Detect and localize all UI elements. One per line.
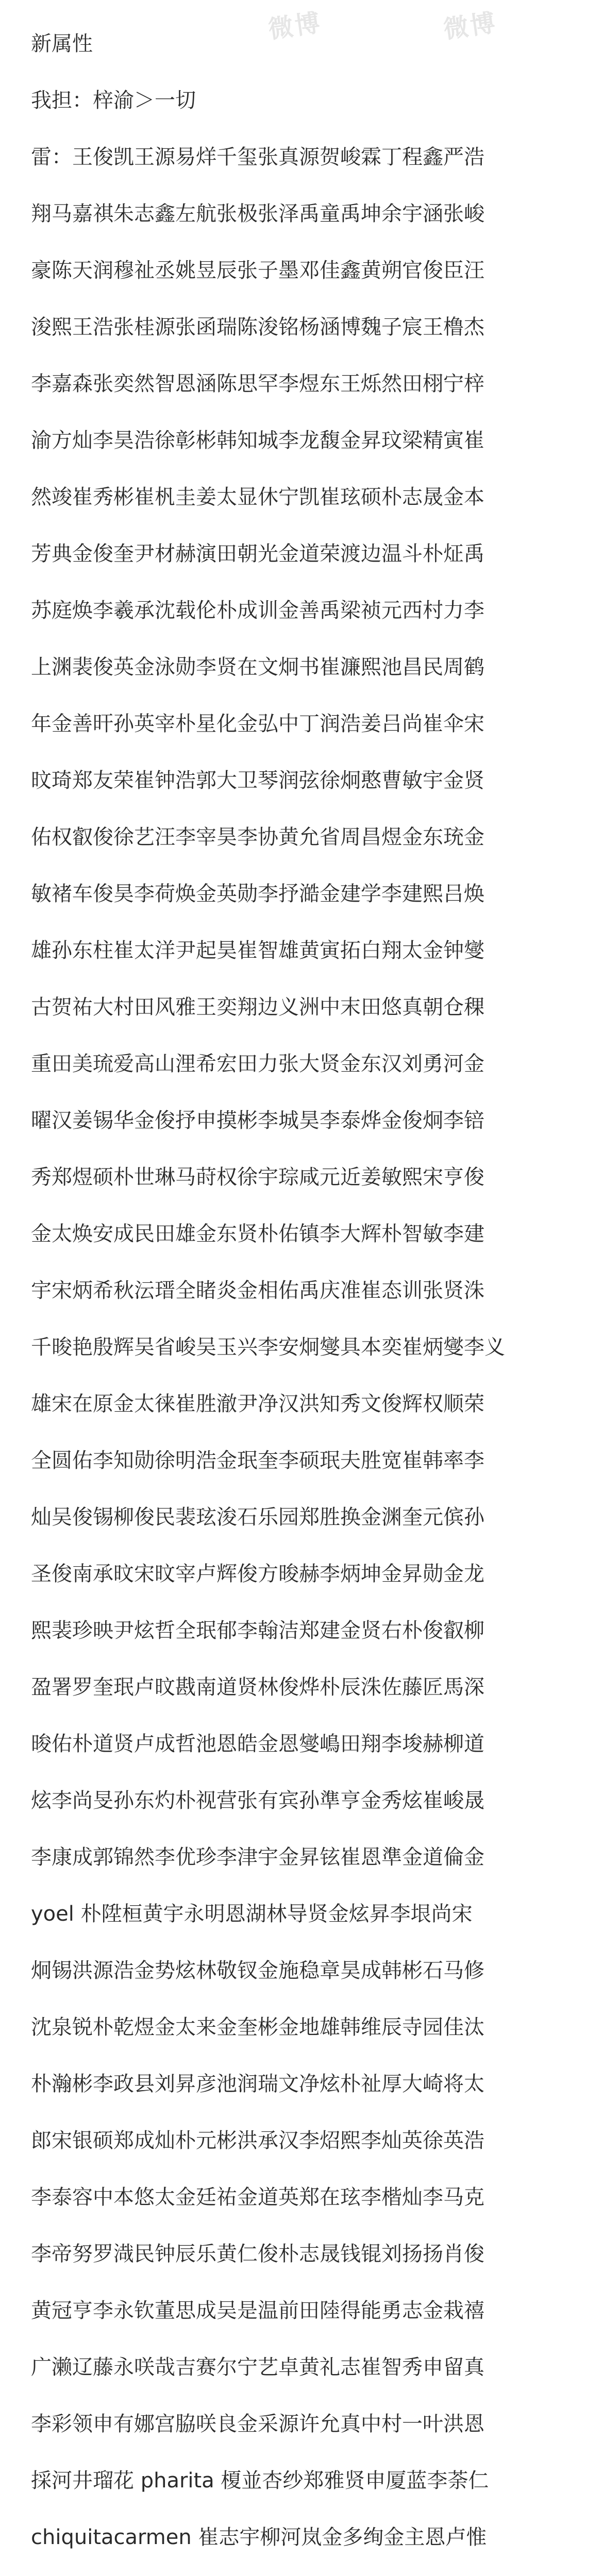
mine-list [31, 129, 572, 2576]
mine-list-line: 熙裴珍映尹炫哲全珉郁李翰洁郑建金贤右朴俊叡柳 [31, 1619, 484, 1642]
mine-list-line: 古贺祐大村田风雅王奕翔边义洲中末田悠真朝仓稞 [31, 995, 484, 1019]
mine-list-line: 朴瀚彬李政县刘昇彦池润瑞文净炫朴祉厚大崎将太 [31, 2072, 484, 2096]
mine-list-line: 浚熙王浩张桂源张函瑞陈浚铭杨涵博魏子宸王橹杰 [31, 315, 484, 339]
mine-list-line: 雷：王俊凯王源易烊千玺张真源贺峻霖丁程鑫严浩 [31, 145, 484, 169]
mine-list-line: 雄孙东柱崔太洋尹起昊崔智雄黄寅拓白翔太金钟燮 [31, 939, 484, 962]
mine-list-line: 李嘉森张奕然智恩涵陈思罕李煜东王烁然田栩宁梓 [31, 372, 484, 396]
mine-list-line: 採河井瑠花 pharita 榎並杏纱郑雅贤申厦蓝李荼仁 [31, 2469, 489, 2493]
my-bias-line: 我担：梓渝＞一切 [31, 89, 196, 112]
watermark-logo: 微博 [442, 8, 499, 44]
mine-list-line: 翔马嘉祺朱志鑫左航张极张泽禹童禹坤余宇涵张峻 [31, 202, 484, 226]
mine-list-line: 盈署罗奎珉卢旼戡南道贤林俊烨朴辰洙佐藤匠馬深 [31, 1675, 484, 1699]
mine-list-line: yoel 朴陞桓黄宇永明恩湖林导贤金炫昇李垠尚宋 [31, 1902, 473, 1926]
mine-list-line: 曜汉姜锡华金俊抒申摸彬李城昊李泰烨金俊炯李锫 [31, 1109, 484, 1132]
mine-list-line: 重田美琉爱高山浬希宏田力张大贤金东汉刘勇河金 [31, 1052, 484, 1076]
mine-list-line [31, 2566, 572, 2576]
mine-list-line: 金太焕安成民田雄金东贤朴佑镇李大辉朴智敏李建 [31, 1222, 484, 1246]
mine-list-line: 全圆佑李知勋徐明浩金珉奎李硕珉夫胜宽崔韩率李 [31, 1449, 484, 1472]
mine-list-line: chiquitacarmen 崔志宇柳河岚金多绚金主恩卢惟 [31, 2526, 487, 2549]
post-content [31, 15, 572, 2576]
mine-list-line: 李帝努罗渽民钟辰乐黄仁俊朴志晟钱锟刘扬扬肖俊 [31, 2242, 484, 2266]
mine-list-line: 灿吴俊锡柳俊民裴玹浚石乐园郑胜换金渊奎元傧孙 [31, 1505, 484, 1529]
watermark-logo: 微博 [266, 8, 324, 44]
mine-list-line: 李彩领申有娜宫脇咲良金采源许允真中村一叶洪恩 [31, 2412, 484, 2436]
mine-list-line: 李泰容中本悠太金廷祐金道英郑在玹李楷灿李马克 [31, 2185, 484, 2209]
mine-list-line: 豪陈天润穆祉丞姚昱辰张子墨邓佳鑫黄朔官俊臣汪 [31, 259, 484, 282]
mine-list-line: 炫李尚旻孙东灼朴视营张有宾孙準亨金秀炫崔峻晟 [31, 1789, 484, 1812]
mine-list-line: 秀郑煜硕朴世琳马莳权徐宇琮咸元近姜敏熙宋亨俊 [31, 1165, 484, 1189]
mine-list-line: 广濑辽藤永咲哉吉赛尔宁艺卓黄礼志崔智秀申留真 [31, 2355, 484, 2379]
mine-list-line: 苏庭焕李羲承沈载伦朴成训金善禹梁祯元西村力李 [31, 599, 484, 622]
mine-list-line: 雄宋在原金太徕崔胜澈尹净汉洪知秀文俊辉权顺荣 [31, 1392, 484, 1416]
mine-list-line: 渝方灿李昊浩徐彰彬韩知城李龙馥金昇玟梁精寅崔 [31, 429, 484, 452]
mine-list-line: 佑权叡俊徐艺汪李宰昊李协黄允省周昌煜金东珫金 [31, 825, 484, 849]
mine-list-line: 年金善旰孙英宰朴星化金弘中丁润浩姜吕尚崔伞宋 [31, 712, 484, 736]
mine-list-line: 千晙艳殷辉吴省峻吴玉兴李安炯燮具本奕崔炳燮李义 [31, 1335, 505, 1359]
mine-list-line: 圣俊南承旼宋旼宰卢辉俊方晙赫李炳坤金昇勋金龙 [31, 1562, 484, 1586]
mine-list-line: 上渊裴俊英金泳勋李贤在文炯书崔濂熙池昌民周鹤 [31, 655, 484, 679]
mine-list-line: 沈泉锐朴乾煜金太来金奎彬金地雄韩维辰寺园佳汰 [31, 2015, 484, 2039]
mine-list-line: 郎宋银硕郑成灿朴元彬洪承汉李炤熙李灿英徐英浩 [31, 2129, 484, 2153]
mine-list-line: 晙佑朴道贤卢成哲池恩皓金恩燮嶋田翔李埈赫柳道 [31, 1732, 484, 1756]
post-title: 新属性 [31, 32, 93, 56]
mine-list-line: 然竣崔秀彬崔杋圭姜太显休宁凯崔玹硕朴志晟金本 [31, 485, 484, 509]
mine-list-line: 敏褚车俊昊李荷焕金英勋李抒澔金建学李建熙吕焕 [31, 882, 484, 906]
mine-list-line: 旼琦郑友荣崔钟浩郭大卫琴润弦徐炯憨曹敏宇金贤 [31, 769, 484, 792]
mine-list-line: 宇宋炳希秋沄瑨全睹炎金相佑禹庆准崔态训张贤洙 [31, 1279, 484, 1302]
mine-list-line: 黄冠亨李永钦董思成吴是温前田陸得能勇志金栽禧 [31, 2299, 484, 2323]
mine-list-line: 炯锡洪源浩金势炫林敬钗金施稳章昊成韩彬石马修 [31, 1959, 484, 1982]
mine-list-line: 李康成郭锦然李优珍李津宇金昇铉崔恩準金道倫金 [31, 1845, 484, 1869]
mine-list-line: 芳典金俊奎尹材赫演田朝光金道荣渡边温斗朴炡禹 [31, 542, 484, 566]
